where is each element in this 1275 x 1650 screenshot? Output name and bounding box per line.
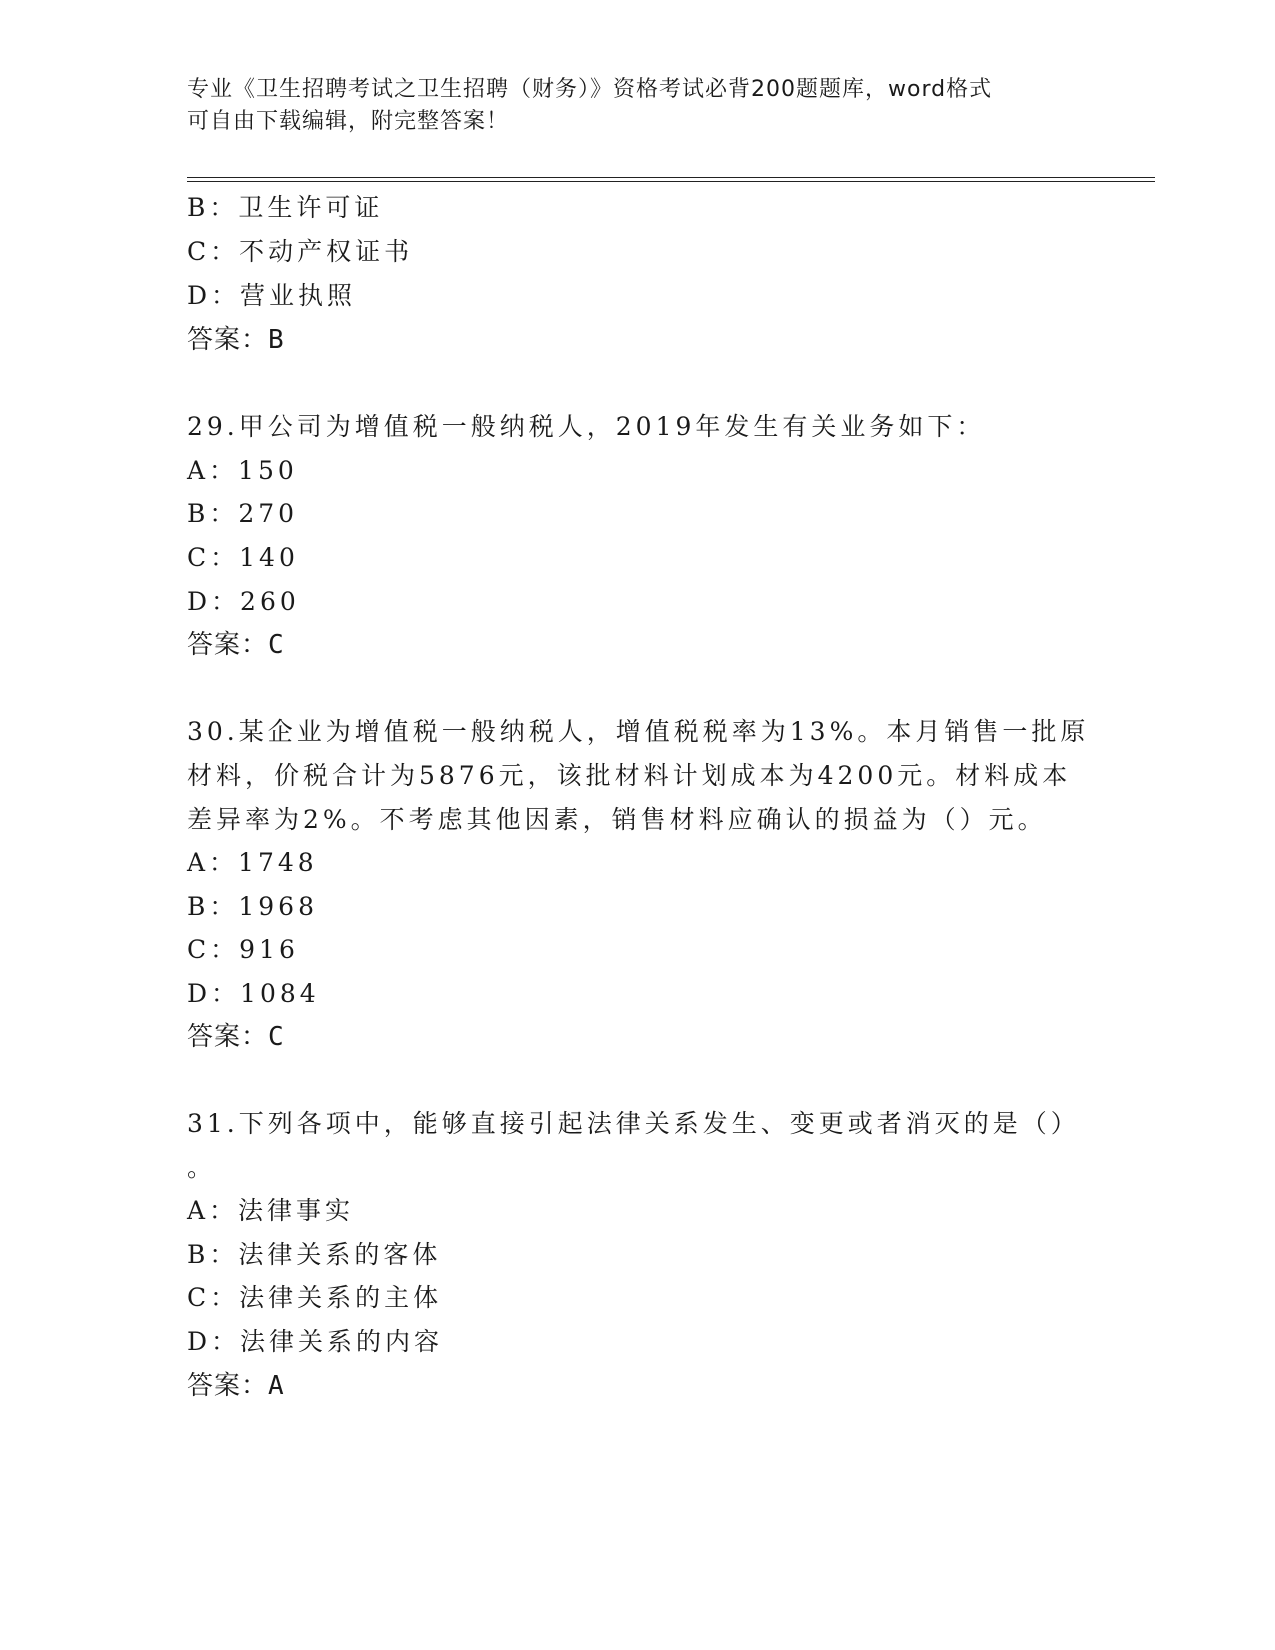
- answer-value: C: [268, 1022, 285, 1052]
- header-line-1: 专业《卫生招聘考试之卫生招聘（财务）》资格考试必背200题题库，word格式: [187, 77, 993, 102]
- question-30-line-2: 材料，价税合计为5876元，该批材料计划成本为4200元。材料成本: [187, 761, 1072, 790]
- answer-label: 答案：: [187, 1022, 269, 1052]
- option-d: D：营业执照: [187, 281, 357, 310]
- question-30-line-1: 30.某企业为增值税一般纳税人，增值税税率为13%。本月销售一批原: [187, 717, 1090, 746]
- option-d: D：260: [187, 587, 300, 616]
- option-b: B：卫生许可证: [187, 193, 384, 222]
- option-d: D：1084: [187, 979, 320, 1008]
- answer-label: 答案：: [187, 1371, 269, 1401]
- option-a: A：法律事实: [187, 1196, 355, 1225]
- question-29-text: 29.甲公司为增值税一般纳税人，2019年发生有关业务如下：: [187, 412, 986, 441]
- answer-line: [187, 324, 1067, 356]
- option-a: A：1748: [187, 848, 318, 877]
- document-header: [187, 74, 1067, 138]
- option-c: C：916: [187, 935, 299, 964]
- option-c: C：法律关系的主体: [187, 1283, 443, 1312]
- answer-line: [187, 1370, 1067, 1402]
- option-b: B：270: [187, 499, 299, 528]
- answer-label: 答案：: [187, 630, 269, 660]
- option-b: B：1968: [187, 892, 318, 921]
- option-a: A：150: [187, 456, 298, 485]
- answer-line: [187, 1021, 1067, 1053]
- answer-value: C: [268, 630, 285, 660]
- option-b: B：法律关系的客体: [187, 1240, 442, 1269]
- question-31-line-1: 31.下列各项中，能够直接引起法律关系发生、变更或者消灭的是（）: [187, 1109, 1080, 1138]
- option-d: D：法律关系的内容: [187, 1327, 444, 1356]
- answer-label: 答案：: [187, 325, 269, 355]
- option-c: C：140: [187, 543, 299, 572]
- question-31-line-2: 。: [187, 1153, 217, 1182]
- header-double-rule: [187, 177, 1155, 182]
- header-line-2: 可自由下载编辑，附完整答案！: [187, 109, 510, 134]
- option-c: C：不动产权证书: [187, 237, 414, 266]
- answer-value: A: [268, 1371, 285, 1401]
- question-30-line-3: 差异率为2%。不考虑其他因素，销售材料应确认的损益为（）元。: [187, 805, 1047, 834]
- answer-line: [187, 629, 1067, 661]
- answer-value: B: [268, 325, 285, 355]
